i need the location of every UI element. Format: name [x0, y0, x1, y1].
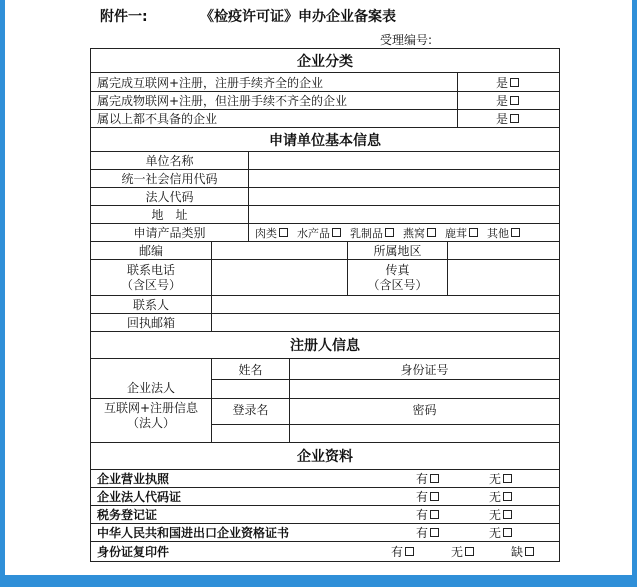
doc-no-option[interactable]	[489, 488, 549, 505]
registrant-section-title: 注册人信息	[290, 338, 360, 354]
checkbox[interactable]	[465, 547, 474, 556]
product-option-seafood[interactable]	[297, 225, 341, 241]
name-row-divider	[211, 379, 559, 380]
doc-row-import-export	[91, 524, 559, 542]
reply-email-row	[91, 314, 559, 332]
doc-yes-option[interactable]	[416, 506, 476, 523]
yes-label: 有	[416, 508, 429, 522]
address-row	[91, 206, 559, 224]
registrant-section-header	[91, 332, 559, 359]
checkbox[interactable]	[510, 114, 519, 123]
product-option-label: 肉类	[255, 226, 277, 240]
phone-label-line1: 联系电话	[126, 262, 175, 277]
legal-person-row	[91, 359, 559, 399]
unit-name-label: 单位名称	[145, 154, 194, 168]
doc-item-label: 身份证复印件	[97, 545, 170, 559]
internet-registration-line1: 互联网+注册信息	[103, 401, 199, 415]
checkbox[interactable]	[510, 78, 519, 87]
postcode-field[interactable]	[211, 242, 347, 259]
product-type-label: 申请产品类别	[133, 226, 206, 240]
internet-registration-row	[91, 399, 559, 443]
login-name-label: 登录名	[211, 399, 289, 442]
postcode-label: 邮编	[138, 244, 163, 258]
contact-label: 联系人	[132, 298, 169, 312]
doc-item-label: 企业法人代码证	[97, 490, 182, 504]
name-label: 姓名	[211, 359, 289, 398]
fax-label-line1: 传真	[385, 262, 410, 277]
fax-label	[347, 260, 447, 295]
registration-form-table	[90, 48, 560, 562]
fax-label-line2: （含区号）	[367, 277, 428, 292]
form-title: 《检疫许可证》申办企业备案表	[200, 9, 396, 25]
left-border	[0, 0, 5, 587]
address-field[interactable]	[248, 206, 559, 223]
checkbox[interactable]	[430, 528, 439, 537]
category-answer-label: 是	[496, 75, 509, 90]
checkbox[interactable]	[430, 474, 439, 483]
doc-no-option[interactable]	[489, 524, 549, 541]
internet-registration-line2: （法人）	[126, 416, 175, 430]
legal-code-label: 法人代码	[145, 190, 194, 204]
checkbox[interactable]	[385, 228, 394, 237]
product-option-birdnest[interactable]	[403, 225, 436, 241]
legal-person-label: 企业法人	[126, 381, 175, 395]
no-label: 无	[489, 472, 502, 486]
doc-row-legal-code	[91, 488, 559, 506]
unit-name-row	[91, 152, 559, 170]
yes-label: 有	[416, 490, 429, 504]
checkbox[interactable]	[427, 228, 436, 237]
category-option-text: 属以上都不具备的企业	[97, 112, 218, 126]
checkbox[interactable]	[332, 228, 341, 237]
checkbox[interactable]	[279, 228, 288, 237]
doc-yes-option[interactable]	[416, 470, 476, 487]
attachment-label: 附件一:	[100, 9, 148, 25]
yes-label: 有	[416, 472, 429, 486]
address-label: 地 址	[151, 208, 188, 222]
phone-label-line2: （含区号）	[120, 277, 181, 292]
product-option-antler[interactable]	[445, 225, 478, 241]
missing-label: 缺	[511, 545, 524, 559]
checkbox[interactable]	[503, 492, 512, 501]
checkbox[interactable]	[511, 228, 520, 237]
basic-section-header	[91, 128, 559, 152]
no-label: 无	[451, 545, 464, 559]
postcode-row	[91, 242, 559, 260]
docs-section-header	[91, 443, 559, 470]
credit-code-row	[91, 170, 559, 188]
doc-no-option[interactable]	[451, 542, 501, 561]
doc-yes-option[interactable]	[391, 542, 441, 561]
region-field[interactable]	[447, 242, 559, 259]
fax-field[interactable]	[447, 260, 559, 295]
doc-row-license	[91, 470, 559, 488]
checkbox[interactable]	[430, 510, 439, 519]
product-type-row	[91, 224, 559, 242]
product-option-label: 燕窝	[403, 226, 425, 240]
product-option-meat[interactable]	[255, 225, 288, 241]
product-option-other[interactable]	[487, 225, 520, 241]
product-option-label: 乳制品	[350, 226, 383, 240]
doc-yes-option[interactable]	[416, 524, 476, 541]
yes-label: 有	[391, 545, 404, 559]
category-answer-cell[interactable]	[457, 73, 559, 91]
doc-no-option[interactable]	[489, 506, 549, 523]
reply-email-label: 回执邮箱	[126, 316, 175, 330]
checkbox[interactable]	[503, 510, 512, 519]
region-label: 所属地区	[347, 242, 447, 259]
doc-item-label: 税务登记证	[97, 508, 158, 522]
receipt-number-label: 受理编号:	[380, 33, 433, 47]
checkbox[interactable]	[469, 228, 478, 237]
right-border	[632, 0, 637, 587]
checkbox[interactable]	[405, 547, 414, 556]
id-number-label: 身份证号	[289, 359, 559, 398]
credit-code-label: 统一社会信用代码	[121, 172, 218, 186]
login-row-divider	[211, 424, 559, 425]
category-answer-label: 是	[496, 112, 509, 126]
doc-yes-option[interactable]	[416, 488, 476, 505]
product-type-options	[248, 224, 559, 241]
reply-email-field[interactable]	[211, 314, 559, 331]
doc-missing-option[interactable]	[511, 542, 561, 561]
checkbox[interactable]	[510, 96, 519, 105]
category-answer-cell[interactable]	[457, 110, 559, 127]
unit-name-field[interactable]	[248, 152, 559, 169]
phone-field[interactable]	[211, 260, 347, 295]
checkbox[interactable]	[503, 528, 512, 537]
phone-label	[91, 260, 211, 295]
docs-section-title: 企业资料	[297, 449, 353, 465]
basic-section-title: 申请单位基本信息	[269, 132, 381, 149]
no-label: 无	[489, 526, 502, 540]
category-option-text: 属完成互联网+注册，注册手续齐全的企业	[97, 75, 324, 90]
category-row-1	[91, 73, 559, 92]
no-label: 无	[489, 490, 502, 504]
product-option-label: 水产品	[297, 226, 330, 240]
category-option-text: 属完成物联网+注册，但注册手续不齐全的企业	[97, 94, 348, 108]
doc-row-id-copy	[91, 542, 559, 561]
doc-no-option[interactable]	[489, 470, 549, 487]
doc-item-label: 中华人民共和国进出口企业资格证书	[97, 526, 290, 540]
internet-registration-label	[91, 399, 211, 442]
no-label: 无	[489, 508, 502, 522]
doc-row-tax	[91, 506, 559, 524]
legal-code-row	[91, 188, 559, 206]
product-option-label: 鹿茸	[445, 226, 467, 240]
category-row-3	[91, 110, 559, 128]
category-row-2	[91, 92, 559, 110]
product-option-label: 其他	[487, 226, 509, 240]
checkbox[interactable]	[430, 492, 439, 501]
contact-field[interactable]	[211, 296, 559, 313]
contact-row	[91, 296, 559, 314]
product-option-dairy[interactable]	[350, 225, 394, 241]
phone-row	[91, 260, 559, 296]
bottom-border	[0, 575, 637, 587]
doc-item-label: 企业营业执照	[97, 472, 170, 486]
checkbox[interactable]	[503, 474, 512, 483]
password-label: 密码	[289, 399, 559, 442]
category-section-title: 企业分类	[297, 53, 353, 70]
category-section-header	[91, 49, 559, 73]
category-answer-cell[interactable]	[457, 92, 559, 109]
legal-code-field[interactable]	[248, 188, 559, 205]
checkbox[interactable]	[525, 547, 534, 556]
yes-label: 有	[416, 526, 429, 540]
credit-code-field[interactable]	[248, 170, 559, 187]
category-answer-label: 是	[496, 94, 509, 108]
